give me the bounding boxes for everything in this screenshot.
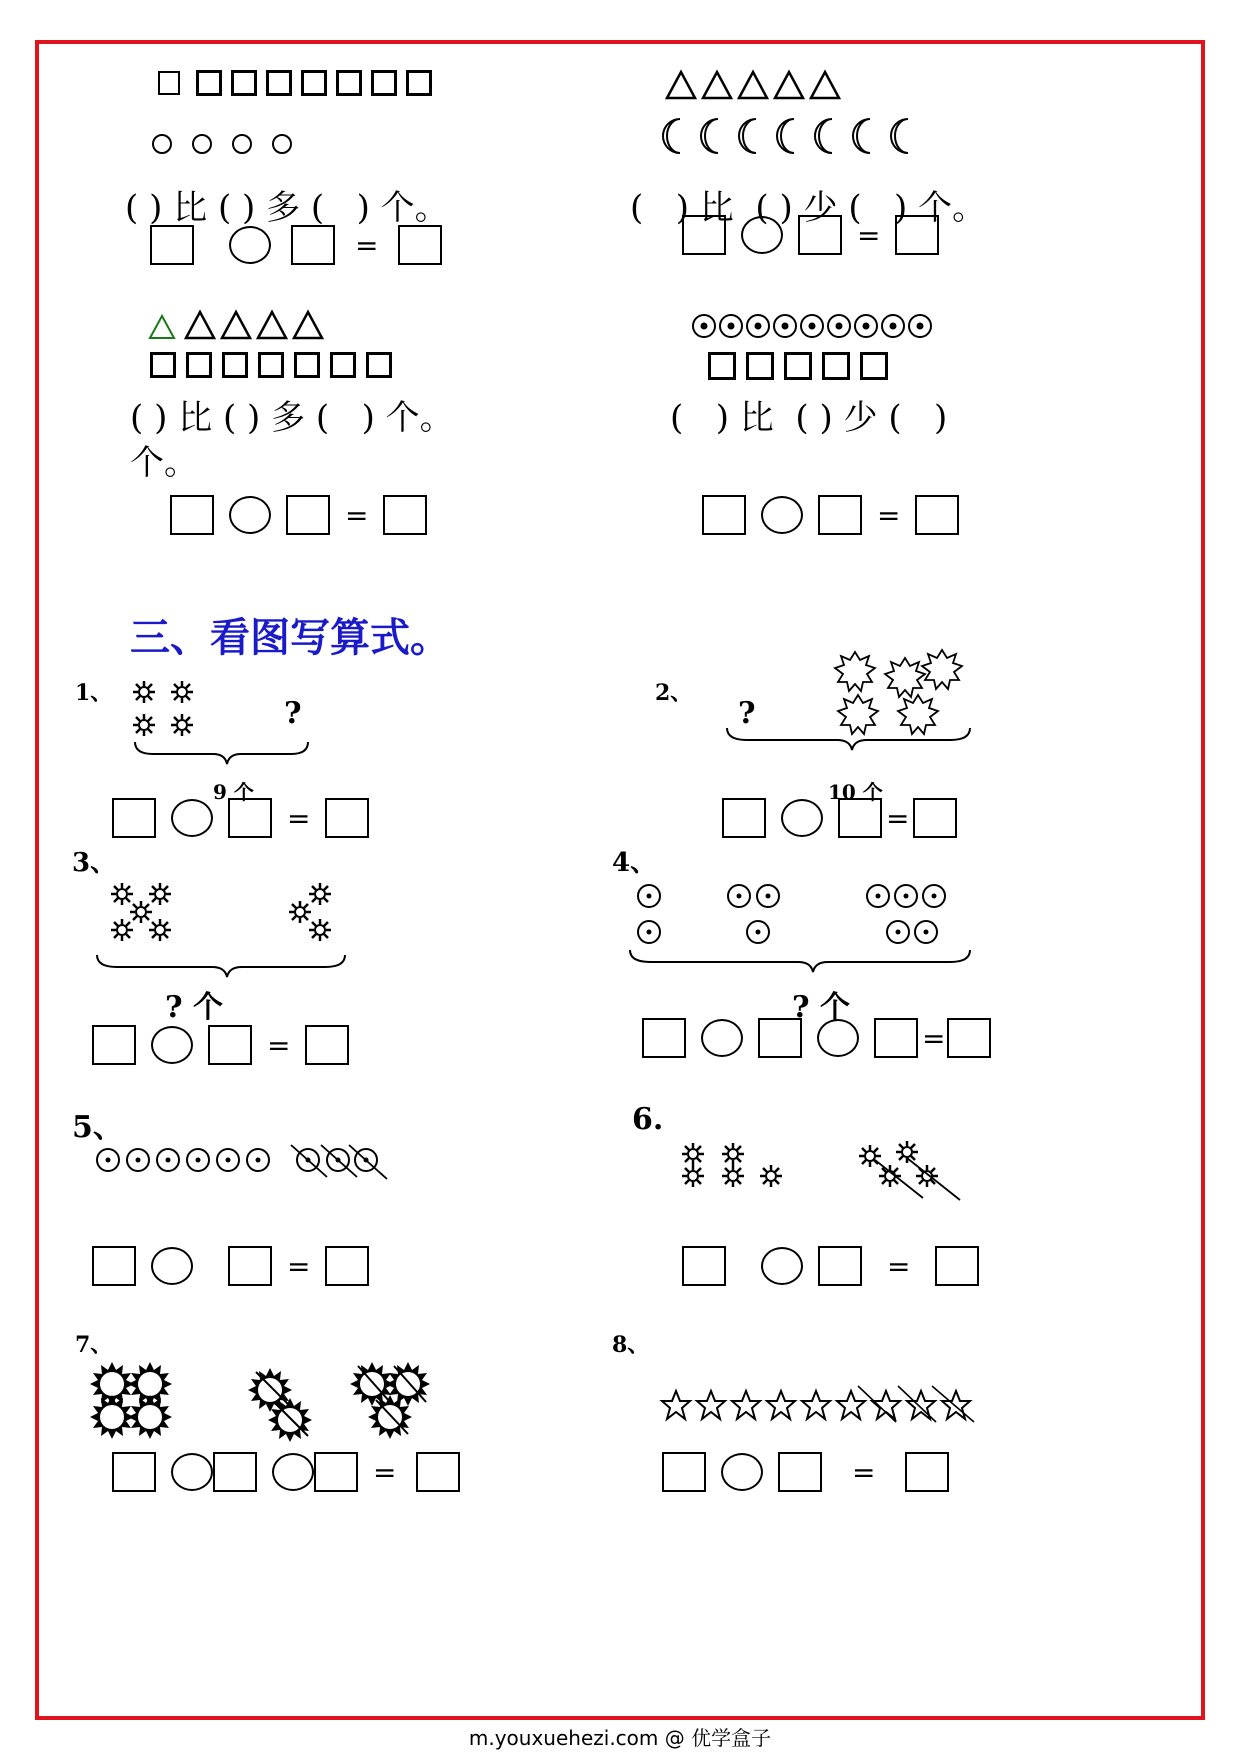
sun-icon [133,714,155,736]
star-icon [837,1391,865,1419]
sun-icon [722,1165,744,1187]
equals-sign: = [922,1021,946,1055]
problem-1-brace [133,742,313,772]
problem-3-answer-row [92,1025,369,1065]
square-shape [371,70,397,96]
sun-icon [859,1145,881,1167]
crescent-shape [853,119,870,153]
equals-sign: = [355,228,379,262]
problem-3-brace [95,955,355,985]
square-shape [406,70,432,96]
operator-circle[interactable] [817,1019,859,1057]
sun-icon [896,1141,918,1163]
answer-box[interactable] [305,1025,349,1065]
sun-icon [760,1165,782,1187]
problem-7-label: 7、 [75,1332,113,1358]
triangle-shape [258,312,286,338]
square-shape [150,352,176,378]
equals-sign: = [345,498,369,532]
operator-circle[interactable] [761,1247,803,1285]
problem-1-label: 1、 [75,680,113,706]
square-shape [366,352,392,378]
sun-icon [133,681,155,703]
problem-2-question-mark: ? [738,696,756,731]
square-shape [746,352,774,380]
answer-box[interactable] [112,1452,156,1492]
problem-6-answer-row [682,1246,999,1286]
problem-4-total: ? 个 [792,990,851,1025]
dot-circle-icon [915,921,937,943]
circle-shape [153,135,171,153]
operator-circle[interactable] [171,799,213,837]
q1-circles-row [150,130,300,160]
problem-4-dot-circles [632,880,962,950]
answer-box[interactable] [682,1246,726,1286]
triangle-shape [294,312,322,338]
problem-5-answer-row [92,1246,389,1286]
answer-box[interactable] [874,1018,918,1058]
equals-sign: = [887,1249,911,1283]
section-title: 三、看图写算式。 [130,614,450,661]
sun-icon [879,1165,901,1187]
equals-sign: = [373,1455,397,1489]
square-shape [336,70,362,96]
triangle-shape [811,72,839,98]
answer-box[interactable] [92,1025,136,1065]
operator-circle[interactable] [272,1453,314,1491]
operator-circle[interactable] [171,1453,213,1491]
answer-box[interactable] [112,798,156,838]
dot-circle-icon [887,921,909,943]
star-icon [732,1391,760,1419]
problem-1-suns [130,675,200,745]
answer-box[interactable] [935,1246,979,1286]
problem-1-question-mark: ? [284,696,302,731]
star-icon [802,1391,830,1419]
square-shape [231,70,257,96]
answer-box[interactable] [913,798,957,838]
operator-circle[interactable] [721,1453,763,1491]
dot-circle-icon [217,1149,239,1171]
sun-icon [682,1143,704,1165]
crescent-shape [777,119,794,153]
footer-watermark: m.youxuehezi.com @ 优学盒子 [468,1726,772,1750]
equals-sign: = [287,801,311,835]
square-shape [860,352,888,380]
operator-circle[interactable] [741,216,783,254]
problem-5-dot-circles [95,1145,395,1185]
operator-circle[interactable] [229,226,271,264]
q1-squares-row [158,70,432,96]
problem-1-answer-row [112,798,389,838]
triangle-shape [739,72,767,98]
star-icon [872,1391,900,1419]
dot-circle-icon [747,921,769,943]
problem-6-suns [675,1140,975,1210]
answer-box[interactable] [416,1452,460,1492]
problem-3-total: ? 个 [165,990,224,1025]
problem-7-answer-row [112,1452,480,1492]
crescent-shape [739,119,756,153]
operator-circle[interactable] [151,1247,193,1285]
operator-circle[interactable] [229,496,271,534]
answer-box[interactable] [758,1018,802,1058]
circle-shape [193,135,211,153]
triangle-shape [150,316,174,338]
dot-circle-icon [638,921,660,943]
problem-1-total: 9 个 [213,780,254,804]
square-shape [158,71,180,95]
dot-circle-icon [895,885,917,907]
answer-box[interactable] [818,1246,862,1286]
q3-triangles-row [148,310,328,344]
problem-2-answer-row [722,798,977,838]
sun-icon [111,919,133,941]
dot-circle-icon [127,1149,149,1171]
answer-box[interactable] [778,1452,822,1492]
crescent-shape [891,119,908,153]
answer-box[interactable] [383,495,427,535]
star-icon [697,1391,725,1419]
equals-sign: = [852,1455,876,1489]
sun-icon [289,901,311,923]
equals-sign: = [267,1028,291,1062]
dot-circle-icon [247,1149,269,1171]
answer-box[interactable] [838,798,882,838]
square-shape [822,352,850,380]
equals-sign: = [877,498,901,532]
answer-box[interactable] [325,798,369,838]
answer-box[interactable] [895,215,939,255]
problem-2-label: 2、 [655,680,693,706]
triangle-shape [186,312,214,338]
dot-circle-icon [638,885,660,907]
dot-circle-icon [97,1149,119,1171]
square-shape [266,70,292,96]
sun-icon [149,919,171,941]
problem-8-stars [660,1382,980,1427]
problem-2-brace [725,728,975,758]
problem-5-label: 5、 [72,1110,123,1145]
star-icon [662,1391,690,1419]
answer-box[interactable] [213,1452,257,1492]
problem-4-brace [628,950,978,980]
answer-box[interactable] [818,495,862,535]
answer-box[interactable] [286,495,330,535]
answer-box[interactable] [682,215,726,255]
square-shape [330,352,356,378]
q4-answer-row [702,495,979,535]
circle-shape [233,135,251,153]
problem-7-gears [90,1362,440,1442]
answer-box[interactable] [170,495,214,535]
burst-icon [835,652,875,691]
answer-box[interactable] [915,495,959,535]
answer-box[interactable] [228,1246,272,1286]
operator-circle[interactable] [701,1019,743,1057]
answer-box[interactable] [947,1018,991,1058]
answer-box[interactable] [398,225,442,265]
square-shape [294,352,320,378]
dot-circle-icon [157,1149,179,1171]
q3-sentence-tail: 个。 [130,443,198,483]
triangle-shape [222,312,250,338]
answer-box[interactable] [228,798,272,838]
square-shape [708,352,736,380]
square-shape [258,352,284,378]
answer-box[interactable] [150,225,194,265]
q2-sentence: ( ) 比 ( ) 少 ( ) 个。 [630,188,987,228]
circle-shape [273,135,291,153]
sun-icon [309,919,331,941]
crescent-shape [663,119,680,153]
triangle-shape [667,72,695,98]
equals-sign: = [287,1249,311,1283]
q1-sentence: ( ) 比 ( ) 多 ( ) 个。 [125,188,449,228]
crescent-shape [701,119,718,153]
operator-circle[interactable] [761,496,803,534]
square-shape [301,70,327,96]
problem-6-label: 6. [632,1102,664,1137]
problem-4-answer-row [642,1018,1011,1058]
q1-answer-row [150,225,462,265]
q4-squares-row [708,352,888,380]
dot-circle-icon [923,885,945,907]
burst-icon [885,658,925,697]
problem-3-label: 3、 [72,848,117,878]
q4-dot-circles-row [692,312,942,342]
square-shape [222,352,248,378]
answer-box[interactable] [325,1246,369,1286]
operator-circle[interactable] [151,1026,193,1064]
equals-sign: = [886,801,910,835]
answer-box[interactable] [642,1018,686,1058]
sun-icon [111,883,133,905]
answer-box[interactable] [314,1452,358,1492]
gear-icon [248,1368,292,1412]
answer-box[interactable] [291,225,335,265]
answer-box[interactable] [905,1452,949,1492]
crescent-shape [815,119,832,153]
answer-box[interactable] [208,1025,252,1065]
problem-8-answer-row [662,1452,969,1492]
q2-triangles-row [665,68,845,104]
answer-box[interactable] [92,1246,136,1286]
gear-icon [268,1398,312,1442]
dot-circle-icon [757,885,779,907]
burst-icon [922,650,962,689]
gear-icon [128,1395,172,1439]
answer-box[interactable] [722,798,766,838]
answer-box[interactable] [662,1452,706,1492]
star-icon [907,1391,935,1419]
square-shape [196,70,222,96]
square-shape [784,352,812,380]
equals-sign: = [857,218,881,252]
q3-squares-row [150,352,392,378]
sun-icon [722,1143,744,1165]
star-icon [767,1391,795,1419]
q2-crescents-row [660,115,930,157]
sun-icon [130,901,152,923]
answer-box[interactable] [702,495,746,535]
triangle-shape [775,72,803,98]
dot-circle-icon [728,885,750,907]
gear-icon [90,1395,134,1439]
q3-answer-row [170,495,447,535]
sun-icon [309,883,331,905]
dot-circle-icon [867,885,889,907]
triangle-shape [703,72,731,98]
sun-icon [171,681,193,703]
answer-box[interactable] [798,215,842,255]
problem-2-total: 10 个 [828,780,883,804]
q4-sentence: ( ) 比 ( ) 少 ( ) [670,398,948,438]
problem-3-suns [108,880,348,950]
square-shape [186,352,212,378]
sun-icon [149,883,171,905]
problem-8-label: 8、 [612,1332,650,1358]
q2-answer-row [682,215,959,255]
dot-circle-icon [187,1149,209,1171]
problem-4-label: 4、 [612,848,657,878]
operator-circle[interactable] [781,799,823,837]
sun-icon [682,1165,704,1187]
q3-sentence: ( ) 比 ( ) 多 ( ) 个。 [130,398,454,438]
sun-icon [171,714,193,736]
